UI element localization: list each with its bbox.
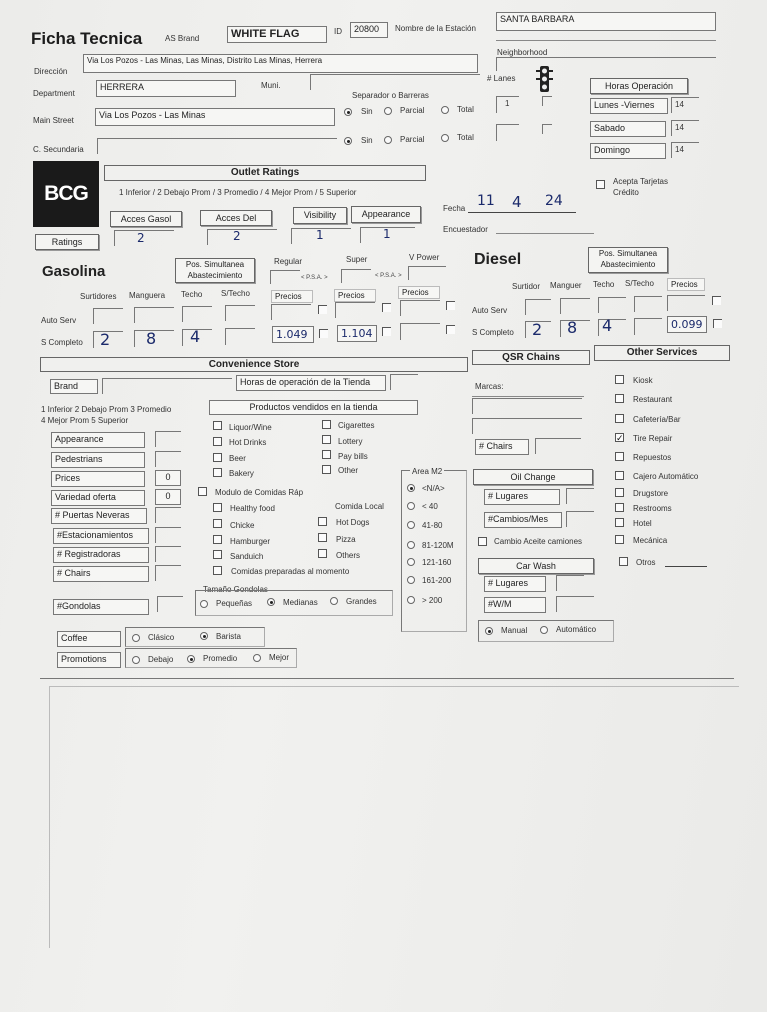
department-label: Department [33, 89, 75, 98]
diesel-col-surtidor: Surtidor [512, 282, 541, 291]
svc-otros-check[interactable] [619, 557, 628, 566]
c-secundaria-label: C. Secundaria [33, 145, 84, 154]
qsr-marcas-label: Marcas: [475, 382, 504, 391]
gas-sc-manguera-value: 8 [146, 329, 157, 348]
svc-hotel-label: Hotel [633, 519, 652, 528]
gas-sc-super-check[interactable] [382, 327, 391, 336]
sep2-sin-radio[interactable] [344, 137, 352, 145]
gas-auto-stecho[interactable] [225, 305, 255, 321]
sep1-sin-label: Sin [361, 107, 373, 116]
oil-change-button[interactable]: Oil Change [473, 469, 593, 485]
wash-manual-label: Manual [501, 626, 528, 635]
id-field[interactable]: 20800 [350, 22, 388, 38]
hours-sunday-value: 14 [675, 145, 684, 154]
prod-bakery-label: Bakery [229, 469, 254, 478]
credit-label: Acepta Tarjetas Crédito [613, 177, 668, 197]
diesel-sc-check[interactable] [713, 319, 722, 328]
gondola-pequenas-radio[interactable] [200, 600, 208, 608]
encuestador-rule [496, 233, 594, 234]
prod-liquor-label: Liquor/Wine [229, 423, 272, 432]
svc-tire-repair-label: Tire Repair [633, 434, 673, 443]
diesel-auto-price[interactable] [667, 295, 705, 311]
qsr-lugares2-field[interactable] [556, 575, 584, 591]
prod-hotdrinks-label: Hot Drinks [229, 438, 267, 447]
area-gt200-label: > 200 [422, 596, 443, 605]
diesel-pos-button[interactable]: Pos. Simultanea Abastecimiento [588, 247, 668, 273]
qsr-cambios-label: #Cambios/Mes [484, 512, 562, 528]
food-pizza-label: Pizza [336, 535, 356, 544]
svc-tire-repair-check[interactable]: ✓ [616, 433, 624, 443]
col-stecho: S/Techo [221, 289, 250, 298]
c-secundaria-field[interactable] [97, 138, 337, 154]
cs-field-puertas: # Puertas Neveras [51, 508, 147, 524]
as-brand-label: AS Brand [165, 34, 200, 43]
prod-hotdrinks-check[interactable] [213, 437, 222, 446]
neighborhood-label: Neighborhood [497, 48, 548, 57]
prod-other-check[interactable] [322, 465, 331, 474]
coffee-barista-label: Barista [216, 632, 241, 641]
fecha-month: 4 [512, 193, 522, 211]
cs-brand-label: Brand [50, 379, 98, 394]
sep2-parcial-label: Parcial [400, 135, 425, 144]
diesel-auto-surtidor[interactable] [525, 299, 551, 315]
gas-auto-surtidores[interactable] [93, 308, 123, 324]
lanes-field-2[interactable] [542, 96, 552, 106]
other-services-title: Other Services [594, 345, 730, 361]
food-healthy-check[interactable] [213, 503, 222, 512]
gondola-grandes-label: Grandes [346, 597, 377, 606]
svc-drugstore-check[interactable] [615, 488, 624, 497]
sep1-parcial-radio[interactable] [384, 107, 392, 115]
col-surtidores: Surtidores [80, 292, 117, 301]
area-161-200-radio[interactable] [407, 576, 415, 584]
sep1-sin-radio[interactable] [344, 108, 352, 116]
qsr-lugares-label: # Lugares [484, 489, 560, 505]
prod-paybills-label: Pay bills [338, 452, 368, 461]
cambio-camiones-label: Cambio Aceite camiones [494, 537, 583, 546]
direccion-label: Dirección [34, 67, 68, 76]
gasolina-psa-field-1[interactable] [270, 270, 300, 284]
cs-field-variedad-input[interactable]: 0 [155, 489, 181, 505]
diesel-col-stecho: S/Techo [625, 279, 654, 288]
area-title: Area M2 [412, 467, 443, 476]
department-field[interactable]: HERRERA [96, 80, 236, 97]
qsr-marcas-field-1[interactable] [472, 398, 582, 414]
diesel-sc-manguer-value: 8 [567, 318, 578, 337]
area-41-80-radio[interactable] [407, 521, 415, 529]
diesel-col-precios: Precios [667, 278, 705, 291]
precios-super-label: Precios [334, 289, 376, 302]
gondola-medianas-radio[interactable] [267, 598, 275, 606]
station-name-field[interactable]: SANTA BARBARA [496, 12, 716, 31]
gas-sc-techo-value: 4 [190, 327, 201, 346]
area-161-200-label: 161-200 [422, 576, 452, 585]
col-techo: Techo [181, 290, 203, 299]
muni-label: Muni. [261, 81, 281, 90]
svc-otros-label: Otros [636, 558, 656, 567]
acces-gasol-button[interactable]: Acces Gasol [110, 211, 182, 227]
promo-promedio-radio[interactable] [187, 655, 195, 663]
gasolina-title: Gasolina [42, 263, 106, 280]
visibility-button[interactable]: Visibility [293, 207, 347, 224]
cs-field-prices: Prices [51, 471, 145, 487]
cs-field-prices-input[interactable]: 0 [155, 470, 181, 486]
lanes-field-1[interactable] [496, 96, 519, 113]
cs-scale2: 4 Mejor Prom 5 Superior [41, 416, 129, 425]
area-121-160-label: 121-160 [422, 558, 452, 567]
rating-acces-gasol-value: 2 [137, 231, 145, 245]
area-gt200-radio[interactable] [407, 596, 415, 604]
food-hamburger-label: Hamburger [230, 537, 271, 546]
svc-otros-rule [665, 566, 707, 567]
prod-liquor-check[interactable] [213, 421, 222, 430]
main-street-field[interactable]: Via Los Pozos - Las Minas [95, 108, 335, 126]
gondola-pequenas-label: Pequeñas [216, 599, 253, 608]
qsr-cambios-field[interactable] [566, 511, 594, 527]
gas-sc-price-regular[interactable]: 1.049 [272, 326, 314, 343]
svc-kiosk-label: Kiosk [633, 376, 653, 385]
food-hamburger-check[interactable] [213, 535, 222, 544]
promo-debajo-label: Debajo [148, 655, 174, 664]
cs-products-label: Productos vendidos en la tienda [209, 400, 418, 415]
food-healthy-label: Healthy food [230, 504, 275, 513]
cs-scale: 1 Inferior 2 Debajo Prom 3 Promedio [41, 405, 172, 414]
neighborhood-field[interactable] [496, 57, 716, 71]
food-chicke-label: Chicke [230, 521, 255, 530]
svc-repuestos-check[interactable] [615, 452, 624, 461]
food-hotdogs-check[interactable] [318, 517, 327, 526]
gasolina-pos-button[interactable]: Pos. Simultanea Abastecimiento [175, 258, 255, 283]
svc-cafeteria-check[interactable] [615, 414, 624, 423]
fecha-label: Fecha [443, 204, 466, 213]
rating-acces-del-value: 2 [233, 229, 241, 243]
promo-mejor-label: Mejor [269, 653, 290, 662]
food-sanduich-check[interactable] [213, 550, 222, 559]
svc-cajero-label: Cajero Automático [633, 472, 699, 481]
grade-super-label: Super [346, 255, 368, 264]
cs-field-puertas-input[interactable] [155, 507, 181, 523]
car-wash-button[interactable]: Car Wash [478, 558, 594, 574]
promo-mejor-radio[interactable] [253, 654, 261, 662]
gas-auto-regular-check[interactable] [318, 305, 327, 314]
psa-label-2: < P.S.A. > [375, 273, 402, 279]
hours-saturday-field[interactable] [671, 120, 699, 136]
diesel-col-techo: Techo [593, 280, 615, 289]
sep1-total-label: Total [457, 105, 474, 114]
cs-field-chairs: # Chairs [53, 566, 149, 582]
gas-s-completo-label: S Completo [41, 338, 83, 347]
psa-label-1: < P.S.A. > [301, 275, 328, 281]
comida-local-label: Comida Local [335, 502, 384, 511]
prod-beer-check[interactable] [213, 453, 222, 462]
cs-field-variedad: Variedad oferta [51, 490, 145, 506]
coffee-barista-radio[interactable] [200, 632, 208, 640]
station-name-label: Nombre de la Estación [395, 24, 476, 33]
col-manguera: Manguera [129, 291, 166, 300]
gondola-grandes-radio[interactable] [330, 597, 338, 605]
prod-lottery-label: Lottery [338, 437, 363, 446]
cs-field-appearance: Appearance [51, 432, 145, 448]
diesel-auto-serv-label: Auto Serv [472, 306, 508, 315]
cs-field-gondolas-input[interactable] [157, 596, 183, 612]
diesel-auto-check[interactable] [712, 296, 721, 305]
muni-field[interactable] [310, 74, 480, 90]
neighborhood-rule [496, 40, 716, 41]
direccion-field[interactable]: Via Los Pozos - Las Minas, Las Minas, Distrito Las Minas, Herrera [83, 54, 478, 73]
svc-restaurant-label: Restaurant [633, 395, 673, 404]
cs-field-registradoras: # Registradoras [53, 547, 149, 563]
precios-regular-label: Precios [271, 290, 313, 303]
qsr-marcas-field-2[interactable] [472, 418, 582, 434]
ratings-button[interactable]: Ratings [35, 234, 99, 250]
gas-sc-surtidores-value: 2 [100, 330, 111, 349]
cs-field-chairs-input[interactable] [155, 565, 181, 581]
cs-field-pedestrians-input[interactable] [155, 451, 181, 467]
coffee-group [125, 627, 265, 647]
area-81-120-radio[interactable] [407, 541, 415, 549]
svc-restaurant-check[interactable] [615, 394, 624, 403]
svc-restrooms-label: Restrooms [633, 504, 672, 513]
food-sanduich-label: Sanduich [230, 552, 264, 561]
lanes-field-3[interactable] [496, 124, 519, 141]
qsr-lugares-field[interactable] [566, 488, 594, 504]
encuestador-label: Encuestador [443, 225, 488, 234]
wash-automatico-radio[interactable] [540, 626, 548, 634]
hours-operation-button[interactable]: Horas Operación [590, 78, 688, 94]
promotions-label: Promotions [57, 652, 121, 668]
fecha-rule [468, 212, 576, 213]
gas-sc-stecho[interactable] [225, 328, 255, 345]
sep2-sin-label: Sin [361, 136, 373, 145]
diesel-s-completo-label: S Completo [472, 328, 514, 337]
page-title: Ficha Tecnica [31, 29, 143, 48]
area-group [401, 470, 467, 632]
food-pizza-check[interactable] [318, 533, 327, 542]
food-module-check[interactable] [198, 487, 207, 496]
cs-field-pedestrians: Pedestrians [51, 452, 145, 468]
svc-cajero-check[interactable] [615, 471, 624, 480]
svc-drugstore-label: Drugstore [633, 489, 669, 498]
qsr-chains-title: QSR Chains [472, 350, 590, 365]
sep2-total-label: Total [457, 133, 474, 142]
svc-repuestos-label: Repuestos [633, 453, 672, 462]
wash-automatico-label: Automático [556, 625, 597, 634]
comments-top-rule [40, 678, 734, 679]
gas-auto-serv-label: Auto Serv [41, 316, 77, 325]
cs-field-appearance-input[interactable] [155, 431, 181, 447]
prod-lottery-check[interactable] [322, 435, 331, 444]
gas-auto-price-vpower[interactable] [400, 300, 440, 316]
sep1-parcial-label: Parcial [400, 106, 425, 115]
lanes-value: 1 [505, 99, 510, 108]
coffee-label: Coffee [57, 631, 121, 647]
food-prepared-check[interactable] [213, 566, 222, 575]
svc-hotel-check[interactable] [615, 518, 624, 527]
qsr-wm-field[interactable] [556, 596, 594, 612]
qsr-chairs-label: # Chairs [475, 439, 529, 455]
qsr-marcas-rule [472, 396, 584, 397]
gasolina-psa-field-3[interactable] [408, 266, 446, 280]
coffee-clasico-radio[interactable] [132, 634, 140, 642]
grade-regular-label: Regular [274, 257, 303, 266]
convenience-store-title: Convenience Store [40, 357, 468, 372]
svc-restrooms-check[interactable] [615, 503, 624, 512]
rating-acces-del-field[interactable] [207, 229, 277, 245]
grade-vpower-label: V Power [409, 253, 440, 262]
sep1-total-radio[interactable] [441, 106, 449, 114]
hours-weekdays-label: Lunes -Viernes [590, 98, 668, 114]
diesel-auto-techo[interactable] [598, 297, 626, 313]
area-41-80-label: 41-80 [422, 521, 443, 530]
qsr-wm-label: #W/M [484, 597, 546, 613]
gas-sc-regular-check[interactable] [319, 329, 328, 338]
prod-cigarettes-check[interactable] [322, 420, 331, 429]
food-chicke-check[interactable] [213, 519, 222, 528]
outlet-ratings-title: Outlet Ratings [104, 165, 426, 181]
gas-sc-vpower-check[interactable] [446, 325, 455, 334]
cs-field-registradoras-input[interactable] [155, 546, 181, 562]
gas-sc-price-super[interactable]: 1.104 [337, 325, 377, 342]
main-street-label: Main Street [33, 116, 74, 125]
area-na-radio[interactable] [407, 484, 415, 492]
gondola-size-title: Tamaño Gondolas [203, 585, 268, 594]
diesel-sc-surtidor-value: 2 [532, 320, 543, 339]
rating-appearance-value: 1 [383, 227, 391, 241]
diesel-sc-techo-value: 4 [602, 316, 613, 335]
gondola-medianas-label: Medianas [283, 598, 318, 607]
qsr-chairs-field[interactable] [535, 438, 581, 454]
bcg-logo: BCG [33, 161, 99, 227]
food-hotdogs-label: Hot Dogs [336, 518, 370, 527]
food-module-label: Modulo de Comidas Ráp [215, 488, 304, 497]
coffee-clasico-label: Clásico [148, 633, 175, 642]
fecha-year: 24 [545, 193, 563, 209]
svc-mecanica-check[interactable] [615, 535, 624, 544]
rating-visibility-value: 1 [316, 228, 324, 242]
id-label: ID [334, 27, 342, 36]
area-121-160-radio[interactable] [407, 558, 415, 566]
cs-field-estacionamientos: #Estacionamientos [53, 528, 149, 544]
diesel-auto-stecho[interactable] [634, 296, 662, 312]
prod-other-label: Other [338, 466, 359, 475]
acces-del-button[interactable]: Acces Del [200, 210, 272, 226]
qsr-lugares2-label: # Lugares [484, 576, 546, 592]
outlet-ratings-scale: 1 Inferior / 2 Debajo Prom / 3 Promedio / 4 Mejor Prom / 5 Superior [119, 188, 357, 197]
hours-sunday-field[interactable] [671, 142, 699, 158]
hours-sunday-label: Domingo [590, 143, 666, 159]
precios-vpower-label: Precios [398, 286, 440, 299]
separators-title: Separador o Barreras [352, 91, 429, 100]
cs-field-gondolas: #Gondolas [53, 599, 149, 615]
cs-field-estacionamientos-input[interactable] [155, 527, 181, 543]
sep2-total-radio[interactable] [441, 134, 449, 142]
brand-field[interactable]: WHITE FLAG [227, 26, 327, 43]
gas-auto-techo[interactable] [182, 306, 212, 322]
gas-auto-super-check[interactable] [382, 303, 391, 312]
gas-auto-price-super[interactable] [335, 302, 375, 318]
hours-weekdays-value: 14 [675, 100, 684, 109]
lanes-field-4[interactable] [542, 124, 552, 134]
cs-hours-field[interactable] [390, 374, 418, 390]
gas-auto-vpower-check[interactable] [446, 301, 455, 310]
promo-promedio-label: Promedio [203, 654, 238, 663]
lanes-label: # Lanes [487, 74, 516, 83]
cs-brand-field[interactable] [102, 378, 232, 394]
wash-manual-radio[interactable] [485, 627, 493, 635]
area-na-label: <N/A> [422, 484, 445, 493]
cambio-camiones-check[interactable] [478, 537, 487, 546]
svc-mecanica-label: Mecánica [633, 536, 668, 545]
prod-bakery-check[interactable] [213, 468, 222, 477]
traffic-light-icon [536, 66, 553, 92]
cs-hours-label: Horas de operación de la Tienda [236, 375, 386, 391]
comments-area[interactable] [49, 686, 739, 948]
promo-debajo-radio[interactable] [132, 656, 140, 664]
gasolina-psa-field-2[interactable] [341, 269, 371, 283]
hours-saturday-value: 14 [675, 123, 684, 132]
hours-weekdays-field[interactable] [671, 97, 699, 113]
diesel-title: Diesel [474, 251, 522, 268]
gas-auto-manguera[interactable] [134, 307, 174, 323]
diesel-col-manguer: Manguer [550, 281, 582, 290]
diesel-sc-price[interactable]: 0.099 [667, 316, 707, 333]
svc-kiosk-check[interactable] [615, 375, 624, 384]
area-81-120-label: 81-120M [422, 541, 454, 550]
prod-cigarettes-label: Cigarettes [338, 421, 375, 430]
hours-saturday-label: Sabado [590, 121, 666, 137]
area-lt40-label: < 40 [422, 502, 438, 511]
credit-checkbox[interactable] [596, 180, 605, 189]
prod-beer-label: Beer [229, 454, 246, 463]
gas-auto-price-regular[interactable] [271, 304, 311, 320]
food-prepared-label: Comidas preparadas al momento [231, 567, 350, 576]
sep2-parcial-radio[interactable] [384, 136, 392, 144]
prod-paybills-check[interactable] [322, 450, 331, 459]
appearance-button[interactable]: Appearance [351, 206, 421, 223]
svc-cafeteria-label: Cafetería/Bar [633, 415, 681, 424]
diesel-auto-manguer[interactable] [560, 298, 590, 314]
diesel-sc-stecho[interactable] [634, 318, 662, 335]
fecha-day: 11 [477, 193, 495, 209]
gas-sc-price-vpower[interactable] [400, 323, 440, 340]
food-others-check[interactable] [318, 549, 327, 558]
food-others-label: Others [336, 551, 361, 560]
area-lt40-radio[interactable] [407, 502, 415, 510]
